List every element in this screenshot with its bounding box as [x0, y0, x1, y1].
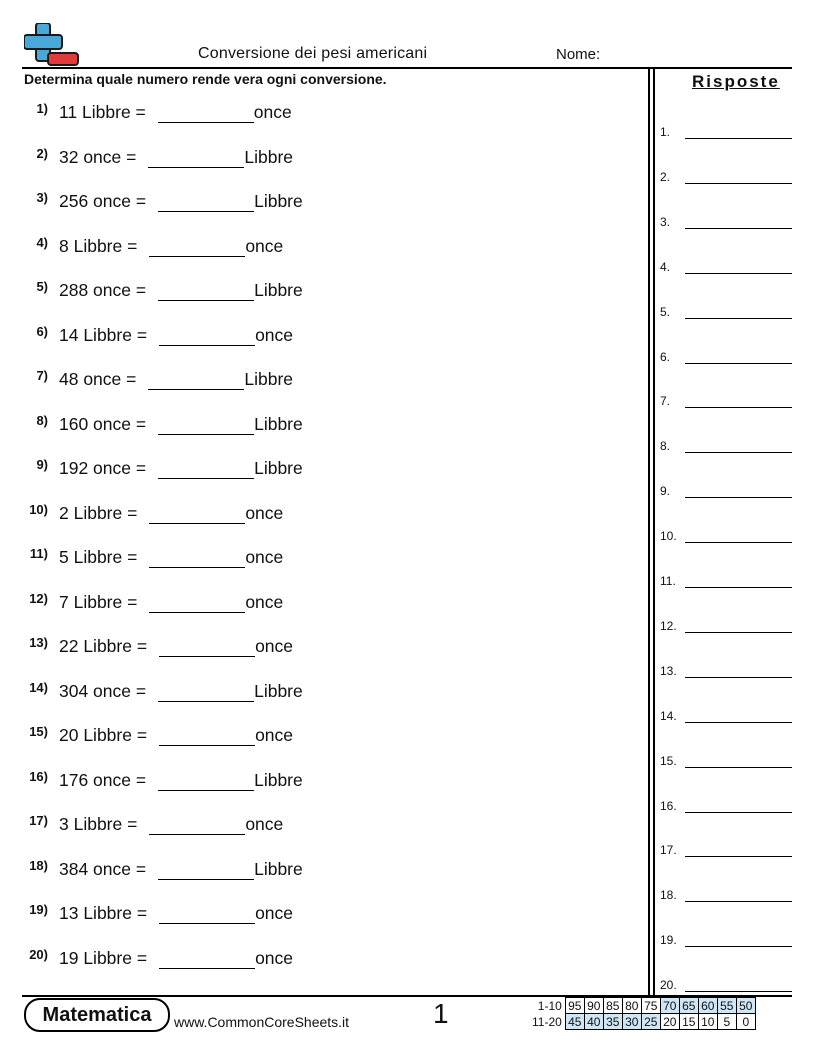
answer-label: 1.	[660, 125, 671, 139]
problem-item	[0, 769, 640, 799]
answer-item	[660, 254, 792, 274]
answer-blank[interactable]	[148, 371, 244, 390]
score-row	[530, 1014, 755, 1030]
answer-line[interactable]	[685, 363, 792, 364]
problem-question: 14 Libbre =	[59, 324, 148, 345]
answer-line[interactable]	[685, 946, 792, 947]
instructions: Determina quale numero rende vera ogni conversione.	[24, 71, 387, 87]
problem-item	[0, 813, 640, 843]
answer-item	[660, 209, 792, 229]
header-divider	[22, 67, 792, 69]
answer-blank[interactable]	[149, 505, 245, 524]
problem-unit: Libbre	[254, 858, 303, 879]
answer-label: 11.	[660, 574, 676, 588]
answer-label: 14.	[660, 708, 677, 723]
answer-line[interactable]	[685, 138, 792, 139]
answer-blank[interactable]	[158, 683, 254, 702]
answer-item	[660, 164, 792, 184]
problem-unit: Libbre	[254, 191, 303, 211]
score-cell: 60	[698, 998, 717, 1014]
score-cell: 20	[660, 1014, 679, 1030]
site-url: www.CommonCoreSheets.it	[174, 1014, 350, 1030]
answer-item	[660, 299, 792, 319]
answer-item	[660, 613, 792, 633]
problem-unit: once	[245, 502, 284, 523]
answer-label: 6.	[660, 349, 671, 364]
answer-line[interactable]	[685, 542, 792, 543]
problem-item	[0, 146, 640, 176]
problem-question: 176 once =	[59, 769, 147, 790]
answer-label: 20.	[660, 978, 677, 993]
answer-label: 15.	[660, 753, 677, 768]
answer-item	[660, 837, 792, 857]
problem-number: 11)	[29, 546, 48, 561]
problem-question: 32 once =	[59, 146, 137, 167]
answer-item	[660, 703, 792, 723]
answer-blank[interactable]	[148, 149, 244, 168]
score-cell: 15	[679, 1014, 698, 1030]
page-title: Conversione dei pesi americani	[198, 45, 428, 62]
problem-item	[0, 680, 640, 710]
problem-number: 4)	[36, 234, 48, 250]
problem-number: 10)	[29, 501, 48, 517]
plus-minus-logo-icon	[24, 23, 80, 67]
answer-label: 4.	[660, 259, 671, 274]
answer-line[interactable]	[685, 273, 792, 274]
problem-number: 16)	[29, 768, 48, 784]
problem-number: 9)	[36, 457, 48, 472]
problem-number: 6)	[36, 323, 48, 339]
answer-line[interactable]	[685, 497, 792, 498]
score-cell: 35	[603, 1014, 622, 1030]
answer-item	[660, 568, 792, 588]
problem-question: 8 Libbre =	[59, 235, 138, 256]
score-cell: 80	[622, 998, 641, 1014]
score-cell: 95	[565, 998, 584, 1014]
problem-item	[0, 858, 640, 888]
problem-unit: once	[255, 636, 294, 656]
problem-question: 304 once =	[59, 680, 147, 701]
problem-number: 17)	[29, 813, 48, 828]
problem-number: 20)	[29, 946, 48, 962]
problem-number: 15)	[29, 724, 48, 739]
answer-blank[interactable]	[159, 950, 255, 969]
name-label: Nome:	[556, 46, 601, 63]
answer-blank[interactable]	[149, 594, 245, 613]
answer-label: 9.	[660, 484, 671, 499]
answer-blank[interactable]	[159, 638, 255, 657]
problem-question: 22 Libbre =	[59, 636, 148, 656]
problem-question: 2 Libbre =	[59, 502, 138, 523]
answer-item	[660, 972, 792, 992]
problem-number: 12)	[29, 590, 48, 606]
score-range-label: 11-20	[532, 1014, 562, 1029]
problem-number: 2)	[36, 145, 48, 161]
problem-number: 13)	[29, 635, 48, 650]
problem-unit: Libbre	[254, 680, 303, 701]
problem-unit: once	[245, 547, 284, 567]
answer-blank[interactable]	[158, 416, 254, 435]
answer-item	[660, 344, 792, 364]
score-cell: 65	[679, 998, 698, 1014]
problem-question: 3 Libbre =	[59, 814, 138, 834]
answer-label: 7.	[660, 394, 671, 409]
problem-unit: Libbre	[254, 413, 303, 434]
problem-item	[0, 591, 640, 621]
problem-item	[0, 902, 640, 932]
problem-item	[0, 413, 640, 443]
problem-item	[0, 235, 640, 265]
answer-item	[660, 119, 792, 139]
page-number: 1	[433, 998, 449, 1029]
answer-item	[660, 478, 792, 498]
problem-question: 7 Libbre =	[59, 591, 138, 612]
answer-label: 5.	[660, 304, 671, 319]
problem-item	[0, 279, 640, 309]
answer-blank[interactable]	[149, 238, 245, 257]
problem-question: 384 once =	[59, 858, 147, 879]
problem-question: 48 once =	[59, 369, 137, 389]
answer-label: 8.	[660, 439, 671, 454]
score-cell: 75	[641, 998, 660, 1014]
answer-line[interactable]	[685, 812, 792, 813]
problem-unit: once	[253, 102, 292, 122]
answer-blank[interactable]	[149, 549, 245, 568]
answers-title: Risposte	[692, 72, 780, 91]
score-range-label: 1-10	[537, 998, 562, 1013]
answer-line[interactable]	[685, 587, 792, 588]
score-cell: 40	[584, 1014, 603, 1030]
problem-unit: Libbre	[254, 769, 303, 790]
problem-unit: Libbre	[244, 146, 294, 167]
problem-question: 11 Libbre =	[59, 102, 146, 122]
problem-item	[0, 724, 640, 754]
problem-item	[0, 190, 640, 220]
problem-question: 192 once =	[59, 458, 147, 478]
score-cell: 0	[736, 1014, 755, 1030]
answer-blank[interactable]	[159, 905, 255, 924]
score-cell: 70	[660, 998, 679, 1014]
answer-item	[660, 927, 792, 947]
problem-unit: once	[255, 725, 294, 745]
score-cell: 55	[717, 998, 736, 1014]
column-divider	[648, 68, 650, 996]
problem-item	[0, 101, 640, 131]
problem-number: 5)	[36, 279, 48, 294]
answer-line[interactable]	[685, 722, 792, 723]
answer-blank[interactable]	[159, 727, 255, 746]
problem-question: 288 once =	[59, 280, 147, 300]
problem-item	[0, 457, 640, 487]
answer-blank[interactable]	[158, 460, 254, 479]
score-table	[530, 997, 756, 1030]
problem-unit: once	[245, 235, 284, 256]
answer-label: 17.	[660, 843, 677, 858]
answer-label: 10.	[660, 529, 677, 544]
answer-blank[interactable]	[158, 772, 254, 791]
answer-blank[interactable]	[158, 861, 254, 880]
answer-line[interactable]	[685, 767, 792, 768]
problem-unit: once	[255, 324, 294, 345]
problem-item	[0, 947, 640, 977]
problem-number: 3)	[36, 190, 48, 205]
answer-line[interactable]	[685, 183, 792, 184]
answer-item	[660, 658, 792, 678]
score-row	[530, 998, 755, 1014]
problem-question: 160 once =	[59, 413, 147, 434]
score-cell: 90	[584, 998, 603, 1014]
answer-blank[interactable]	[159, 327, 255, 346]
problem-unit: once	[245, 814, 284, 834]
score-cell: 10	[698, 1014, 717, 1030]
answer-label: 2.	[660, 169, 671, 184]
problem-number: 7)	[36, 368, 48, 383]
answer-line[interactable]	[685, 228, 792, 229]
problem-unit: Libbre	[244, 369, 294, 389]
answer-item	[660, 793, 792, 813]
answer-item	[660, 433, 792, 453]
answer-line[interactable]	[685, 677, 792, 678]
problem-number: 8)	[36, 412, 48, 428]
answer-label: 19.	[660, 933, 677, 948]
answer-blank[interactable]	[149, 816, 245, 835]
answer-line[interactable]	[685, 318, 792, 319]
brand-badge: Matematica	[24, 998, 170, 1032]
answer-line[interactable]	[685, 632, 792, 633]
score-cell: 50	[736, 998, 755, 1014]
answer-line[interactable]	[685, 856, 792, 857]
problem-question: 20 Libbre =	[59, 725, 148, 745]
answer-blank[interactable]	[158, 193, 254, 212]
problem-number: 1)	[36, 101, 48, 116]
problem-number: 19)	[29, 902, 48, 917]
answer-item	[660, 748, 792, 768]
answer-line[interactable]	[685, 991, 792, 992]
answer-item	[660, 523, 792, 543]
problem-question: 256 once =	[59, 191, 147, 211]
problem-question: 19 Libbre =	[59, 947, 148, 968]
answer-item	[660, 388, 792, 408]
problem-unit: Libbre	[254, 458, 303, 478]
problem-item	[0, 324, 640, 354]
problem-item	[0, 546, 640, 576]
problem-item	[0, 502, 640, 532]
answer-line[interactable]	[685, 901, 792, 902]
problem-number: 14)	[29, 679, 48, 695]
problem-question: 13 Libbre =	[59, 903, 148, 923]
score-cell: 25	[641, 1014, 660, 1030]
problem-item	[0, 368, 640, 398]
score-cell: 5	[717, 1014, 736, 1030]
answer-line[interactable]	[685, 407, 792, 408]
answer-blank[interactable]	[158, 282, 254, 301]
problem-item	[0, 635, 640, 665]
answer-label: 18.	[660, 888, 677, 903]
column-divider	[653, 68, 655, 996]
score-cell: 30	[622, 1014, 641, 1030]
answer-label: 12.	[660, 618, 677, 633]
answer-line[interactable]	[685, 452, 792, 453]
answer-item	[660, 882, 792, 902]
score-cell: 85	[603, 998, 622, 1014]
problem-unit: Libbre	[254, 280, 303, 300]
problem-unit: once	[245, 591, 284, 612]
problem-unit: once	[255, 947, 294, 968]
problem-unit: once	[255, 903, 294, 923]
answer-blank[interactable]	[158, 104, 254, 123]
problem-number: 18)	[29, 857, 48, 873]
answer-label: 13.	[660, 663, 677, 678]
answer-label: 16.	[660, 798, 677, 813]
score-cell: 45	[565, 1014, 584, 1030]
problem-question: 5 Libbre =	[59, 547, 138, 567]
answer-label: 3.	[660, 214, 671, 229]
